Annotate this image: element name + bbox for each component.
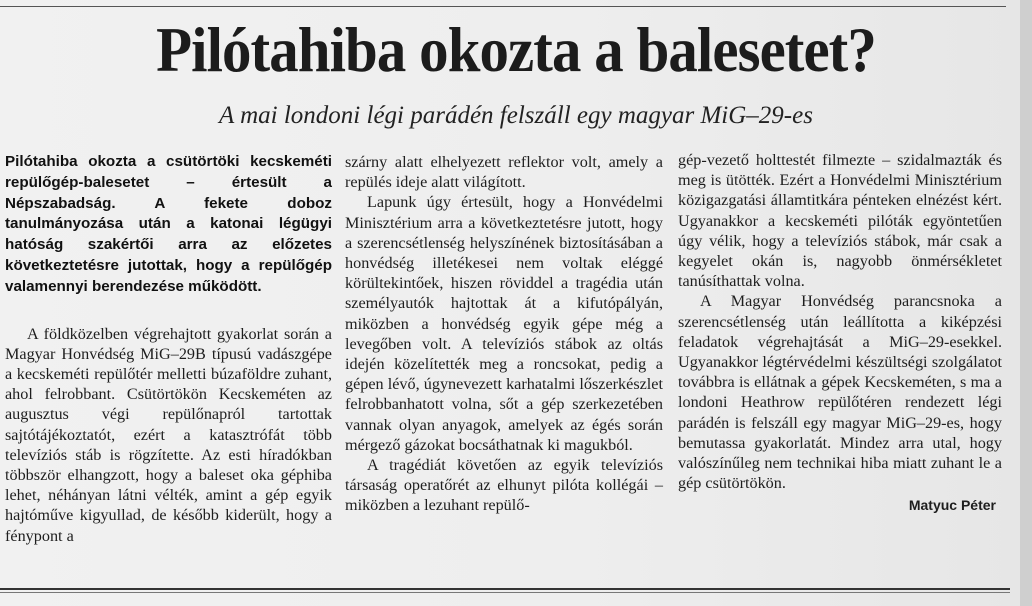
paragraph-3-part-1: A tragédiát követően az egyik televíziós társaság operatőrét az elhunyt pilóta kollégái – miközben a lezuhant repülő- xyxy=(345,456,663,515)
author-byline: Matyuc Péter xyxy=(908,497,996,514)
paragraph-2: Lapunk úgy értesült, hogy a Honvédelmi Minisztérium arra a következtetésre jutott, hogy a szerencsétlenség helyszínének biztosításában a honvédség illetékesei nem voltak eléggé körültekintőek, hiszen röviddel a tragédia után személyautók hajtottak át a kifutópályán, miközben a honvédség egyik gépe még a levegőben volt. A televíziós stábok az oltás idején közelítették meg a roncsokat, pedig a gépen lévő, úgynevezett karhatalmi lőszerkészlet felrobbanhatott volna, sőt a gép szerkezetében vannak olyan anyagok, amelyek az égés során mérgező gázokat bocsáthatnak ki magukból. xyxy=(345,193,663,454)
article-lead: Pilótahiba okozta a csütörtöki kecskeméti repülőgép-balesetet – értesült a Népszabadság. A fekete doboz tanulmányozása után a katonai légügyi hatóság szakértői arra az előzetes következtetésre jutottak, hogy a repülőgép valamennyi berendezése működött. xyxy=(5,153,332,295)
top-rule xyxy=(0,6,1006,7)
paragraph-4: A Magyar Honvédség parancsnoka a szerencsétlenség után leállította a kiképzési feladatok végrehajtását a MiG–29-esekkel. Ugyanakkor légtérvédelmi készültségi szolgálatot továbbra is ellátnak a gépek Kecskeméten, s ma a londoni Heathrow repülőtéren rendezett légi parádén is felszáll egy magyar MiG–29-es, hogy bemutassa gyakorlatát. Mindez arra utal, hogy valószínűleg nem technikai hiba miatt zuhant le a gép csütörtökön. xyxy=(678,292,1002,493)
bottom-rule xyxy=(0,588,1010,590)
column-3 xyxy=(678,150,1002,516)
column-2 xyxy=(345,152,663,516)
page-edge xyxy=(1020,0,1032,606)
article-subheadline: A mai londoni légi parádén felszáll egy magyar MiG–29-es xyxy=(219,102,813,129)
paragraph-1-part-1: A földközelben végrehajtott gyakorlat során a Magyar Honvédség MiG–29B típusú vadászgépe a kecskeméti repülőtér melletti búzaföldre zuhant, ahol felrobbant. Csütörtökön Kecskeméten az augusztus végi repülőnapról tartottak sajtótájékoztatót, ezért a katasztrófát több televíziós stáb is rögzítette. Az esti híradókban többször elhangzott, hogy a baleset oka géphiba lehet, néhányan látni vélték, amint a gép egyik hajtóműve kigyullad, de később kiderült, hogy a fénypont a xyxy=(5,324,332,545)
bottom-rule-thin xyxy=(0,592,1010,593)
article-headline: Pilótahiba okozta a balesetet? xyxy=(156,14,876,85)
paragraph-3-part-2: gép-vezető holttestét filmezte – szidalmazták és meg is ütötték. Ezért a Honvédelmi Minisztérium közigazgatási államtitkára pénteken elnézést kért. Ugyanakkor a kecskeméti pilóták egyöntetűen úgy vélik, hogy a televíziós stábok, már csak a kegyelet okán is, nagyobb önmérsékletet tanúsíthattak volna. xyxy=(678,151,1002,291)
column-1 xyxy=(5,152,332,546)
paragraph-1-part-2: szárny alatt elhelyezett reflektor volt, amely a repülés ideje alatt világított. xyxy=(345,153,663,192)
